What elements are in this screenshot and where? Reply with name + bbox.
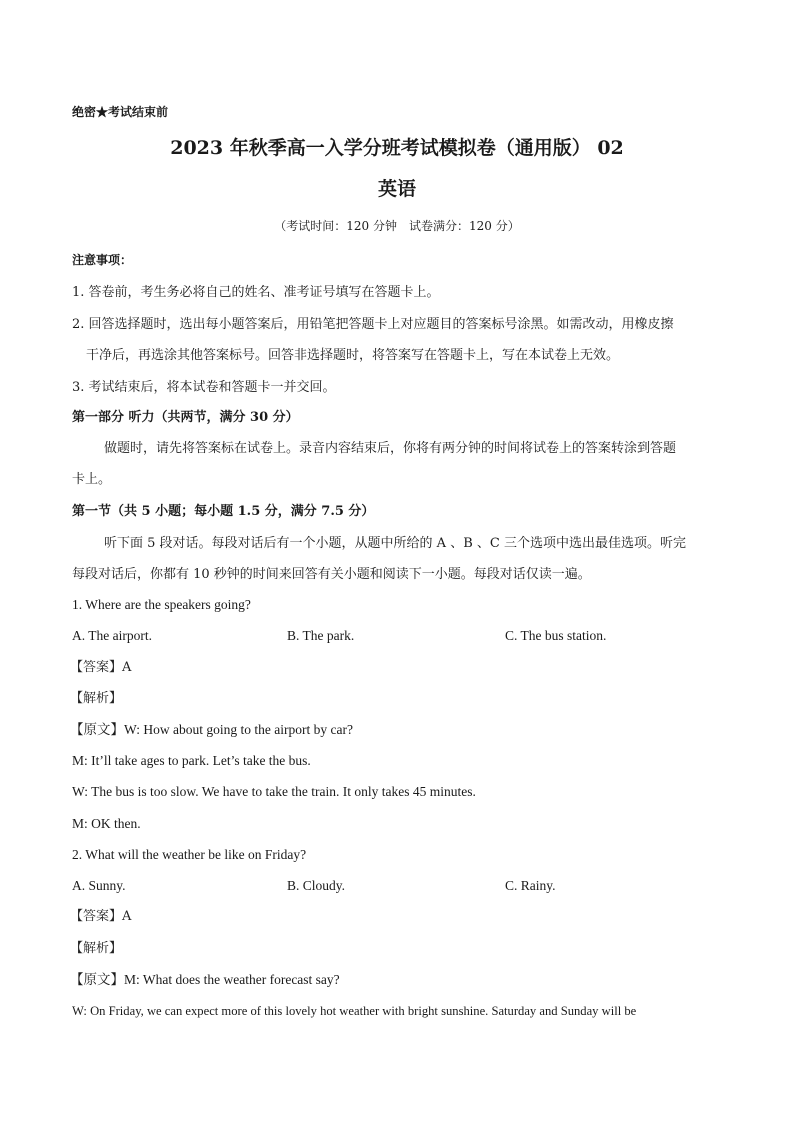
option-b: B. The park. xyxy=(287,628,355,643)
transcript-line: 【原文】W: How about going to the airport by car? xyxy=(70,722,353,737)
exam-title: 2023 年秋季高一入学分班考试模拟卷（通用版） 02 xyxy=(170,137,624,159)
analysis-label: 【解析】 xyxy=(70,941,123,956)
answer-label: 【答案】A xyxy=(70,660,132,675)
note-item: 干净后，再选涂其他答案标号。回答非选择题时，将答案写在答题卡上，写在本试卷上无效。 xyxy=(86,348,620,363)
transcript-line: M: It’ll take ages to park. Let’s take the bus. xyxy=(72,753,311,768)
subject-title: 英语 xyxy=(377,178,416,200)
option-a: A. Sunny. xyxy=(72,878,126,893)
option-c: C. The bus station. xyxy=(505,628,607,643)
analysis-label: 【解析】 xyxy=(70,691,123,706)
transcript-line: W: The bus is too slow. We have to take the train. It only takes 45 minutes. xyxy=(72,784,476,799)
notes-heading: 注意事项： xyxy=(72,253,133,267)
transcript-line: 【原文】M: What does the weather forecast say? xyxy=(70,972,340,987)
transcript-line: M: OK then. xyxy=(72,816,141,831)
section1-instruction: 每段对话后，你都有 10 秒钟的时间来回答有关小题和阅读下一小题。每段对话仅读一遍。 xyxy=(72,567,591,582)
part1-instruction: 做题时，请先将答案标在试卷上。录音内容结束后，你将有两分钟的时间将试卷上的答案转涂到答题 xyxy=(104,441,677,456)
question-stem: 2. What will the weather be like on Friday? xyxy=(72,847,307,862)
confidential-label: 绝密★考试结束前 xyxy=(72,105,169,119)
transcript-line: W: On Friday, we can expect more of this lovely hot weather with bright sunshine. Saturday and Sunday will be xyxy=(72,1004,637,1018)
section1-instruction: 听下面 5 段对话。每段对话后有一个小题，从题中所给的 A 、B 、C 三个选项中选出最佳选项。听完 xyxy=(104,536,686,551)
option-a: A. The airport. xyxy=(72,628,152,643)
note-item: 2. 回答选择题时，选出每小题答案后，用铅笔把答题卡上对应题目的答案标号涂黑。如需改动，用橡皮擦 xyxy=(72,317,674,332)
part1-heading: 第一部分 听力（共两节，满分 30 分） xyxy=(72,410,299,425)
option-b: B. Cloudy. xyxy=(287,878,346,893)
note-item: 3. 考试结束后，将本试卷和答题卡一并交回。 xyxy=(72,380,336,395)
note-item: 1. 答卷前，考生务必将自己的姓名、准考证号填写在答题卡上。 xyxy=(72,285,440,300)
answer-label: 【答案】A xyxy=(70,909,132,924)
section1-heading: 第一节（共 5 小题；每小题 1.5 分，满分 7.5 分） xyxy=(72,504,375,519)
question-stem: 1. Where are the speakers going? xyxy=(72,597,251,612)
part1-instruction: 卡上。 xyxy=(72,472,112,487)
option-c: C. Rainy. xyxy=(505,878,556,893)
exam-info: （考试时间：120 分钟 试卷满分：120 分） xyxy=(274,219,520,233)
